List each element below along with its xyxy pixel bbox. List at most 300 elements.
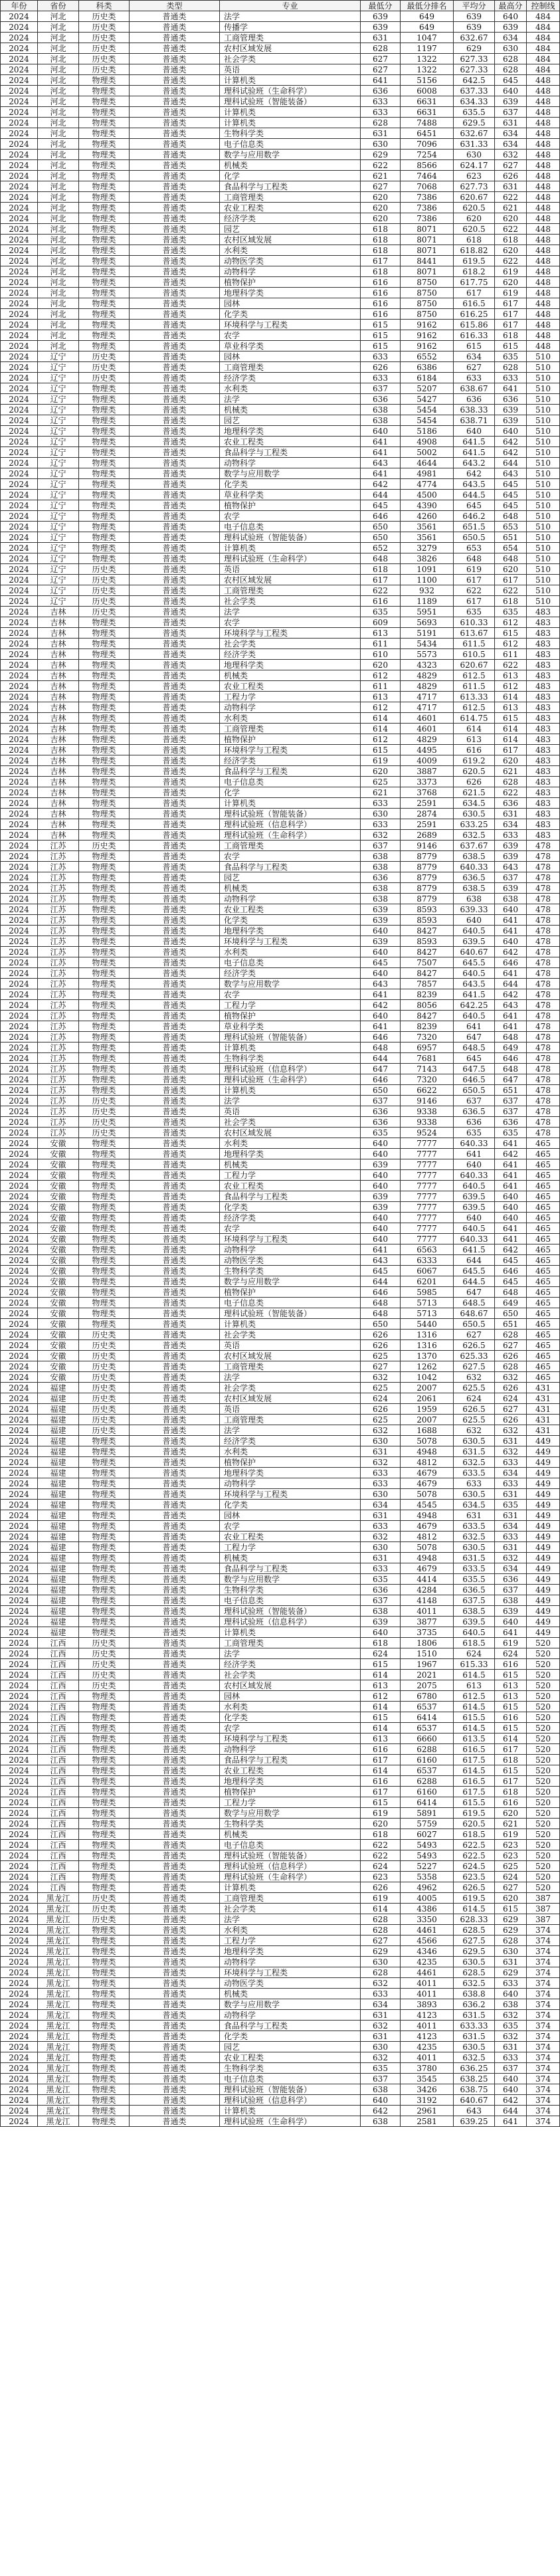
- cell-min-score: 636: [361, 1585, 401, 1595]
- cell-subject: 物理类: [79, 330, 130, 341]
- cell-subject: 物理类: [79, 2021, 130, 2031]
- cell-subject: 物理类: [79, 894, 130, 904]
- cell-year: 2024: [1, 2063, 38, 2074]
- table-row: [1, 1287, 560, 1298]
- cell-major: 社会学类: [220, 1904, 361, 1914]
- cell-min-score: 628: [361, 1925, 401, 1935]
- cell-avg-score: 611.5: [454, 681, 495, 692]
- cell-control-line: 510: [527, 373, 560, 383]
- cell-year: 2024: [1, 362, 38, 373]
- cell-type: 普通类: [130, 553, 220, 564]
- cell-max-score: 635: [495, 607, 527, 617]
- cell-control-line: 520: [527, 1659, 560, 1670]
- cell-year: 2024: [1, 351, 38, 362]
- cell-control-line: 465: [527, 1202, 560, 1213]
- cell-min-score: 624: [361, 1861, 401, 1872]
- cell-year: 2024: [1, 1436, 38, 1446]
- cell-major: 水利类: [220, 713, 361, 724]
- cell-control-line: 448: [527, 107, 560, 118]
- cell-control-line: 449: [527, 1468, 560, 1478]
- cell-min-score: 625: [361, 1415, 401, 1425]
- cell-type: 普通类: [130, 1319, 220, 1330]
- cell-avg-score: 640.5: [454, 1011, 495, 1021]
- cell-major: 农学: [220, 851, 361, 862]
- cell-min-score: 634: [361, 1999, 401, 2010]
- cell-max-score: 622: [495, 224, 527, 235]
- cell-type: 普通类: [130, 2116, 220, 2127]
- cell-min-rank: 1370: [401, 1351, 454, 1361]
- cell-type: 普通类: [130, 511, 220, 522]
- cell-max-score: 634: [495, 1563, 527, 1574]
- cell-max-score: 635: [495, 351, 527, 362]
- table-row: [1, 2052, 560, 2063]
- cell-type: 普通类: [130, 1011, 220, 1021]
- cell-max-score: 639: [495, 841, 527, 851]
- cell-control-line: 431: [527, 1425, 560, 1436]
- cell-province: 河北: [38, 320, 79, 330]
- cell-max-score: 624: [495, 1648, 527, 1659]
- cell-major: 动物科学: [220, 1478, 361, 1489]
- cell-min-rank: 4011: [401, 1606, 454, 1617]
- cell-max-score: 619: [495, 1829, 527, 1840]
- cell-major: 理科试验班（信息科学）: [220, 2095, 361, 2106]
- cell-avg-score: 620.5: [454, 203, 495, 213]
- cell-major: 法学: [220, 1096, 361, 1106]
- cell-max-score: 617: [495, 298, 527, 309]
- cell-type: 普通类: [130, 1244, 220, 1255]
- cell-min-score: 637: [361, 2074, 401, 2084]
- cell-province: 河北: [38, 33, 79, 43]
- cell-min-rank: 5985: [401, 1287, 454, 1298]
- cell-year: 2024: [1, 2106, 38, 2116]
- cell-max-score: 614: [495, 692, 527, 702]
- table-row: [1, 1191, 560, 1202]
- cell-max-score: 646: [495, 1053, 527, 1064]
- cell-major: 环境科学与工程类: [220, 1234, 361, 1244]
- cell-max-score: 649: [495, 1298, 527, 1308]
- cell-major: 地理科学类: [220, 926, 361, 936]
- cell-province: 黑龙江: [38, 1967, 79, 1978]
- cell-min-score: 626: [361, 362, 401, 373]
- cell-max-score: 635: [495, 1500, 527, 1510]
- cell-province: 黑龙江: [38, 2084, 79, 2095]
- cell-major: 社会学类: [220, 1330, 361, 1340]
- table-row: [1, 118, 560, 128]
- cell-year: 2024: [1, 596, 38, 607]
- cell-avg-score: 628.5: [454, 1925, 495, 1935]
- cell-type: 普通类: [130, 1138, 220, 1149]
- cell-min-rank: 4011: [401, 2052, 454, 2063]
- cell-control-line: 448: [527, 320, 560, 330]
- cell-year: 2024: [1, 702, 38, 713]
- cell-min-score: 614: [361, 1904, 401, 1914]
- cell-min-score: 620: [361, 203, 401, 213]
- cell-type: 普通类: [130, 2031, 220, 2042]
- cell-max-score: 618: [495, 1787, 527, 1797]
- cell-subject: 物理类: [79, 479, 130, 490]
- cell-province: 辽宁: [38, 426, 79, 437]
- table-row: [1, 1957, 560, 1967]
- cell-province: 江西: [38, 1872, 79, 1882]
- cell-subject: 物理类: [79, 1734, 130, 1744]
- cell-year: 2024: [1, 979, 38, 989]
- cell-min-score: 619: [361, 1893, 401, 1904]
- cell-subject: 物理类: [79, 1489, 130, 1500]
- cell-avg-score: 612.5: [454, 1691, 495, 1702]
- cell-min-score: 615: [361, 320, 401, 330]
- cell-max-score: 616: [495, 1659, 527, 1670]
- table-row: [1, 500, 560, 511]
- cell-control-line: 449: [527, 1617, 560, 1627]
- cell-control-line: 449: [527, 1553, 560, 1563]
- cell-min-score: 613: [361, 1734, 401, 1744]
- cell-year: 2024: [1, 1159, 38, 1170]
- cell-min-score: 615: [361, 1797, 401, 1808]
- cell-control-line: 465: [527, 1149, 560, 1159]
- cell-control-line: 510: [527, 564, 560, 575]
- cell-major: 生物科学类: [220, 128, 361, 139]
- table-row: [1, 1659, 560, 1670]
- cell-type: 普通类: [130, 1946, 220, 1957]
- cell-max-score: 651: [495, 1085, 527, 1096]
- cell-major: 社会学类: [220, 1383, 361, 1393]
- cell-subject: 物理类: [79, 341, 130, 351]
- cell-min-score: 646: [361, 1032, 401, 1042]
- cell-min-rank: 6780: [401, 1691, 454, 1702]
- cell-type: 普通类: [130, 1191, 220, 1202]
- cell-min-score: 645: [361, 500, 401, 511]
- cell-year: 2024: [1, 660, 38, 670]
- cell-control-line: 374: [527, 2106, 560, 2116]
- cell-subject: 物理类: [79, 1159, 130, 1170]
- cell-min-score: 632: [361, 1425, 401, 1436]
- cell-major: 理科试验班（生命科学）: [220, 553, 361, 564]
- cell-province: 辽宁: [38, 511, 79, 522]
- cell-min-rank: 4908: [401, 437, 454, 447]
- cell-control-line: 465: [527, 1159, 560, 1170]
- cell-type: 普通类: [130, 118, 220, 128]
- cell-control-line: 478: [527, 851, 560, 862]
- cell-province: 江西: [38, 1670, 79, 1680]
- cell-major: 电子信息类: [220, 1298, 361, 1308]
- cell-avg-score: 631.5: [454, 2010, 495, 2021]
- cell-year: 2024: [1, 628, 38, 639]
- cell-avg-score: 613: [454, 1680, 495, 1691]
- cell-major: 环境科学与工程类: [220, 936, 361, 947]
- cell-province: 江苏: [38, 872, 79, 883]
- cell-avg-score: 630.5: [454, 809, 495, 819]
- cell-max-score: 635: [495, 1128, 527, 1138]
- cell-subject: 物理类: [79, 1064, 130, 1074]
- cell-year: 2024: [1, 1797, 38, 1808]
- cell-avg-score: 641.5: [454, 1244, 495, 1255]
- cell-major: 农村区域发展: [220, 575, 361, 585]
- cell-control-line: 465: [527, 1287, 560, 1298]
- cell-major: 农业工程类: [220, 1181, 361, 1191]
- table-row: [1, 447, 560, 458]
- cell-max-score: 637: [495, 107, 527, 118]
- table-row: [1, 575, 560, 585]
- cell-min-score: 626: [361, 1404, 401, 1415]
- cell-min-rank: 3893: [401, 1999, 454, 2010]
- table-row: [1, 373, 560, 383]
- table-row: [1, 968, 560, 979]
- cell-min-rank: 4148: [401, 1595, 454, 1606]
- cell-major: 机械类: [220, 1989, 361, 1999]
- cell-type: 普通类: [130, 1478, 220, 1489]
- table-row: [1, 1840, 560, 1850]
- table-row: [1, 394, 560, 405]
- cell-min-rank: 5427: [401, 394, 454, 405]
- cell-control-line: 431: [527, 1415, 560, 1425]
- cell-province: 河北: [38, 256, 79, 266]
- cell-province: 安徽: [38, 1298, 79, 1308]
- cell-min-score: 639: [361, 22, 401, 33]
- cell-max-score: 645: [495, 1276, 527, 1287]
- cell-type: 普通类: [130, 203, 220, 213]
- cell-year: 2024: [1, 1096, 38, 1106]
- cell-major: 社会学类: [220, 1670, 361, 1680]
- cell-avg-score: 633.5: [454, 1468, 495, 1478]
- cell-year: 2024: [1, 1266, 38, 1276]
- cell-type: 普通类: [130, 277, 220, 288]
- cell-min-score: 617: [361, 1755, 401, 1765]
- cell-min-rank: 9162: [401, 320, 454, 330]
- cell-max-score: 622: [495, 660, 527, 670]
- cell-min-rank: 4284: [401, 1585, 454, 1595]
- cell-control-line: 483: [527, 777, 560, 787]
- cell-year: 2024: [1, 585, 38, 596]
- cell-subject: 物理类: [79, 468, 130, 479]
- cell-avg-score: 615.33: [454, 1659, 495, 1670]
- cell-subject: 物理类: [79, 660, 130, 670]
- cell-year: 2024: [1, 1553, 38, 1563]
- cell-avg-score: 639: [454, 11, 495, 22]
- cell-min-rank: 932: [401, 585, 454, 596]
- cell-max-score: 633: [495, 1978, 527, 1989]
- cell-avg-score: 618.5: [454, 1638, 495, 1648]
- cell-avg-score: 640: [454, 426, 495, 437]
- cell-type: 普通类: [130, 1340, 220, 1351]
- cell-max-score: 645: [495, 75, 527, 86]
- cell-year: 2024: [1, 2084, 38, 2095]
- cell-min-score: 617: [361, 575, 401, 585]
- cell-max-score: 631: [495, 1957, 527, 1967]
- cell-min-score: 643: [361, 979, 401, 989]
- cell-subject: 物理类: [79, 1617, 130, 1627]
- table-row: [1, 628, 560, 639]
- table-row: [1, 1159, 560, 1170]
- table-row: [1, 256, 560, 266]
- table-row: [1, 904, 560, 915]
- cell-min-rank: 5186: [401, 426, 454, 437]
- cell-type: 普通类: [130, 575, 220, 585]
- cell-max-score: 628: [495, 1361, 527, 1372]
- cell-province: 河北: [38, 11, 79, 22]
- cell-major: 地理科学类: [220, 1149, 361, 1159]
- cell-major: 食品科学与工程类: [220, 862, 361, 872]
- cell-min-score: 619: [361, 1808, 401, 1819]
- cell-avg-score: 624.17: [454, 160, 495, 171]
- cell-min-score: 631: [361, 128, 401, 139]
- cell-subject: 物理类: [79, 1532, 130, 1542]
- cell-min-rank: 6160: [401, 1755, 454, 1765]
- cell-subject: 物理类: [79, 192, 130, 203]
- cell-min-rank: 1510: [401, 1648, 454, 1659]
- cell-avg-score: 647: [454, 1032, 495, 1042]
- cell-type: 普通类: [130, 979, 220, 989]
- table-row: [1, 309, 560, 320]
- cell-major: 理科试验班（信息科学）: [220, 1064, 361, 1074]
- cell-subject: 历史类: [79, 1425, 130, 1436]
- cell-min-rank: 8779: [401, 894, 454, 904]
- cell-province: 河北: [38, 22, 79, 33]
- cell-subject: 物理类: [79, 1032, 130, 1042]
- table-row: [1, 1064, 560, 1074]
- cell-province: 黑龙江: [38, 2106, 79, 2116]
- cell-max-score: 644: [495, 2106, 527, 2116]
- cell-avg-score: 637.33: [454, 86, 495, 96]
- cell-type: 普通类: [130, 1096, 220, 1106]
- cell-min-rank: 4461: [401, 1967, 454, 1978]
- cell-province: 辽宁: [38, 479, 79, 490]
- table-row: [1, 957, 560, 968]
- cell-major: 经济学类: [220, 1659, 361, 1670]
- cell-type: 普通类: [130, 1255, 220, 1266]
- cell-province: 江苏: [38, 841, 79, 851]
- cell-control-line: 465: [527, 1372, 560, 1383]
- cell-major: 水利类: [220, 383, 361, 394]
- cell-year: 2024: [1, 692, 38, 702]
- cell-control-line: 483: [527, 702, 560, 713]
- cell-avg-score: 650.5: [454, 532, 495, 543]
- cell-subject: 物理类: [79, 543, 130, 553]
- cell-max-score: 634: [495, 128, 527, 139]
- cell-major: 社会学类: [220, 596, 361, 607]
- cell-major: 电子信息类: [220, 139, 361, 149]
- cell-min-score: 612: [361, 702, 401, 713]
- cell-max-score: 622: [495, 192, 527, 203]
- cell-avg-score: 619.5: [454, 1808, 495, 1819]
- cell-type: 普通类: [130, 266, 220, 277]
- cell-avg-score: 638.33: [454, 405, 495, 415]
- cell-year: 2024: [1, 1595, 38, 1606]
- cell-min-score: 625: [361, 777, 401, 787]
- cell-province: 江苏: [38, 926, 79, 936]
- table-row: [1, 1149, 560, 1159]
- cell-max-score: 622: [495, 787, 527, 798]
- cell-min-score: 629: [361, 149, 401, 160]
- cell-major: 化学类: [220, 1202, 361, 1213]
- cell-type: 普通类: [130, 1819, 220, 1829]
- cell-province: 江西: [38, 1797, 79, 1808]
- cell-subject: 历史类: [79, 1638, 130, 1648]
- cell-subject: 物理类: [79, 628, 130, 639]
- cell-type: 普通类: [130, 787, 220, 798]
- cell-type: 普通类: [130, 288, 220, 298]
- table-row: [1, 553, 560, 564]
- cell-avg-score: 632.5: [454, 2052, 495, 2063]
- cell-max-score: 640: [495, 11, 527, 22]
- table-row: [1, 617, 560, 628]
- cell-min-rank: 8750: [401, 298, 454, 309]
- table-row: [1, 1213, 560, 1223]
- cell-min-score: 638: [361, 862, 401, 872]
- cell-type: 普通类: [130, 851, 220, 862]
- cell-control-line: 520: [527, 1638, 560, 1648]
- cell-avg-score: 620.5: [454, 224, 495, 235]
- cell-min-rank: 7777: [401, 1181, 454, 1191]
- cell-avg-score: 639.5: [454, 936, 495, 947]
- cell-min-score: 631: [361, 1446, 401, 1457]
- table-row: [1, 1755, 560, 1765]
- cell-avg-score: 645: [454, 1053, 495, 1064]
- cell-control-line: 483: [527, 745, 560, 755]
- cell-max-score: 620: [495, 213, 527, 224]
- cell-min-score: 618: [361, 564, 401, 575]
- cell-year: 2024: [1, 500, 38, 511]
- cell-min-score: 635: [361, 2063, 401, 2074]
- cell-min-score: 613: [361, 628, 401, 639]
- cell-province: 黑龙江: [38, 1957, 79, 1967]
- cell-year: 2024: [1, 1106, 38, 1117]
- table-row: [1, 670, 560, 681]
- cell-min-rank: 1967: [401, 1659, 454, 1670]
- cell-min-score: 635: [361, 1574, 401, 1585]
- cell-min-score: 637: [361, 841, 401, 851]
- cell-min-score: 614: [361, 1702, 401, 1712]
- cell-major: 农村区域发展: [220, 1680, 361, 1691]
- cell-type: 普通类: [130, 1213, 220, 1223]
- cell-min-rank: 6552: [401, 351, 454, 362]
- cell-min-score: 640: [361, 1181, 401, 1191]
- cell-province: 河北: [38, 235, 79, 245]
- table-row: [1, 851, 560, 862]
- cell-major: 园林: [220, 1691, 361, 1702]
- table-row: [1, 2031, 560, 2042]
- cell-major: 水利类: [220, 1446, 361, 1457]
- cell-year: 2024: [1, 532, 38, 543]
- cell-type: 普通类: [130, 1797, 220, 1808]
- cell-type: 普通类: [130, 1234, 220, 1244]
- cell-min-score: 638: [361, 851, 401, 862]
- cell-max-score: 635: [495, 2021, 527, 2031]
- cell-max-score: 641: [495, 1011, 527, 1021]
- cell-min-score: 645: [361, 1266, 401, 1276]
- cell-major: 食品科学与工程类: [220, 1191, 361, 1202]
- cell-min-rank: 4962: [401, 1882, 454, 1893]
- cell-avg-score: 638.25: [454, 2074, 495, 2084]
- cell-type: 普通类: [130, 841, 220, 851]
- cell-type: 普通类: [130, 458, 220, 468]
- cell-control-line: 520: [527, 1850, 560, 1861]
- cell-avg-score: 633.25: [454, 819, 495, 830]
- cell-major: 理科试验班（智能装备）: [220, 809, 361, 819]
- cell-min-rank: 4009: [401, 755, 454, 766]
- cell-max-score: 619: [495, 266, 527, 277]
- cell-major: 化学类: [220, 1712, 361, 1723]
- cell-subject: 物理类: [79, 1500, 130, 1510]
- cell-avg-score: 616.5: [454, 298, 495, 309]
- table-row: [1, 1234, 560, 1244]
- cell-subject: 物理类: [79, 947, 130, 957]
- cell-year: 2024: [1, 1223, 38, 1234]
- cell-avg-score: 638.67: [454, 383, 495, 394]
- table-row: [1, 1999, 560, 2010]
- cell-min-rank: 6333: [401, 1255, 454, 1266]
- cell-min-score: 616: [361, 596, 401, 607]
- cell-subject: 物理类: [79, 1553, 130, 1563]
